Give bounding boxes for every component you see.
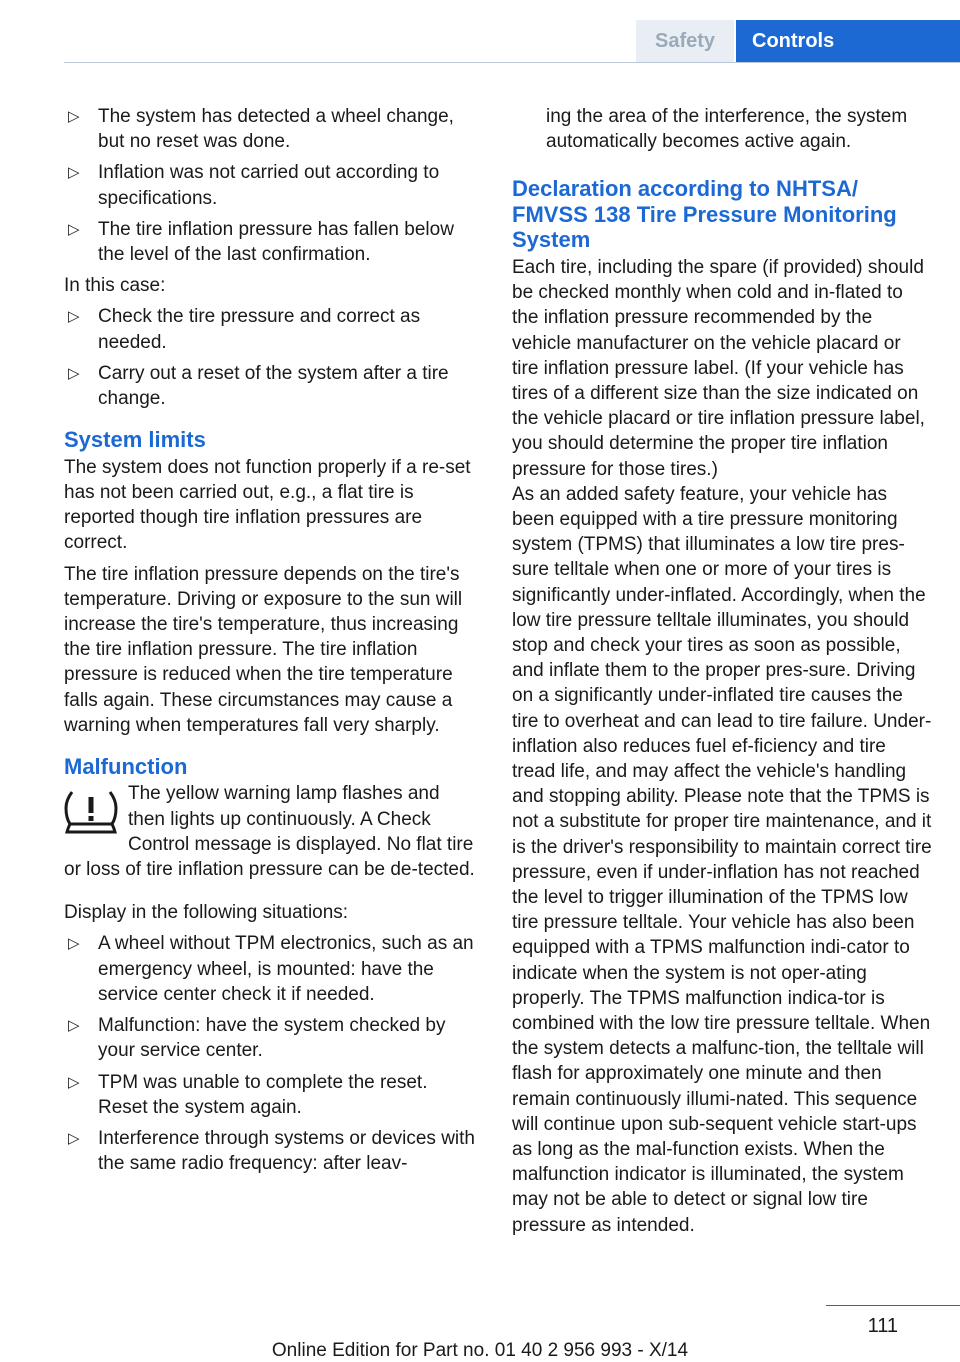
- triangle-right-icon: ▷: [68, 364, 80, 382]
- list-item-text: TPM was unable to complete the reset. Reset the system again.: [98, 1071, 428, 1118]
- list-item-text: Inflation was not carried out according to specifications.: [98, 162, 440, 209]
- list-item: [64, 1070, 476, 1120]
- triangle-right-icon: ▷: [68, 1017, 80, 1035]
- heading-malfunction: Malfunction: [64, 753, 188, 779]
- list-item: [64, 304, 476, 354]
- triangle-right-icon: ▷: [68, 308, 80, 326]
- list-item-text: Check the tire pressure and correct as needed.: [98, 306, 421, 353]
- list-item-text: A wheel without TPM electronics, such as an emergency wheel, is mounted: have the service center check it if needed.: [98, 933, 474, 1005]
- edition-footer: Online Edition for Part no. 01 40 2 956 993 - X/14: [271, 1340, 689, 1361]
- triangle-right-icon: ▷: [68, 108, 80, 125]
- tab-safety[interactable]: [636, 20, 734, 62]
- tab-controls[interactable]: [736, 20, 960, 62]
- heading-system-limits: System limits: [64, 427, 206, 453]
- list-item-text: Interference through systems or devices with the same radio frequency: after leav‐: [98, 1127, 476, 1175]
- header-rule: [64, 62, 960, 63]
- bullet-list-actions: [64, 304, 476, 411]
- list-item: [64, 931, 476, 1007]
- display-intro-text: Display in the following situations:: [64, 902, 349, 924]
- page-number: 111: [867, 1315, 898, 1337]
- paragraph-declaration-2: As an added safety feature, your vehicle has been equipped with a tire pressure monitoring system (TPMS) that illuminates a low tire pres‐sure telltale when one or more of your tires is significantly under-inflated. Accordingly, when the low tire pressure telltale illuminates, you should stop and check your tires as soon as possible, and inflate them to the proper pres‐sure. Driving on a significantly under-inflated tire causes the tire to overheat and can lead to tire failure. Under-inflation also reduces fuel ef‐ficiency and tire tread life, and may affect the vehicle's handling and stopping ability. Please note that the TPMS is not a substitute for proper tire maintenance, and it is the driver's responsibility to maintain correct tire pressure, even if under-inflation has not reached the level to trigger illumination of the TPMS low tire pressure telltale. Your vehicle has also been equipped with a TPMS malfunction indi‐cator to indicate when the system is not oper‐ating properly. The TPMS malfunction indica‐tor is combined with the low tire pressure telltale. When the system detects a malfunc‐tion, the telltale will flash for approximately one minute and then remain continuously illumi‐nated. This sequence will continue upon sub‐sequent vehicle start-ups as long as the mal‐function exists. When the malfunction indicator is illuminated, the system may not be able to detect or signal low tire pressure as intended.: [512, 483, 932, 1236]
- triangle-right-icon: ▷: [68, 164, 80, 182]
- list-item: [64, 361, 476, 411]
- list-item: [64, 160, 476, 210]
- triangle-right-icon: ▷: [68, 220, 80, 238]
- paragraph-malfunction: The yellow warning lamp flashes and then lights up continuously. A Check Control message is displayed. No flat tire or loss of tire inflation pressure can be de‐tected.: [64, 783, 475, 881]
- list-item-text: Malfunction: have the system checked by your service center.: [98, 1015, 446, 1062]
- tab-controls-label: Controls: [752, 29, 835, 52]
- in-this-case-text: In this case:: [64, 275, 166, 297]
- right-column: [512, 104, 932, 1238]
- continuation-text: ing the area of the interference, the system automatically becomes active again.: [546, 106, 908, 153]
- paragraph-limits-1: The system does not function properly if a re‐set has not been carried out, e.g., a flat tire is reported though tire inflation pressures are correct.: [64, 456, 471, 554]
- triangle-right-icon: ▷: [68, 1129, 80, 1147]
- bullet-list-conditions: [64, 104, 476, 267]
- triangle-right-icon: ▷: [68, 935, 80, 953]
- left-column: [64, 104, 476, 1182]
- list-item-text: The system has detected a wheel change, but no reset was done.: [98, 106, 454, 153]
- list-item: [64, 1013, 476, 1063]
- list-item: [64, 1126, 476, 1176]
- footer-rule: [826, 1305, 960, 1306]
- tire-pressure-warning-icon: [64, 788, 118, 836]
- paragraph-declaration-1: Each tire, including the spare (if provided) should be checked monthly when cold and in‐flated to the inflation pressure recommended by the vehicle manufacturer on the vehicle placard or tire inflation pressure label. (If your vehicle has tires of a different size than the size indicated on the vehicle placard or tire inflation pressure label, you should determine the proper tire inflation pressure for those tires.): [512, 256, 925, 480]
- malfunction-block: [64, 781, 476, 882]
- triangle-right-icon: ▷: [68, 1073, 80, 1091]
- list-item-text: The tire inflation pressure has fallen below the level of the last confirmation.: [98, 218, 454, 266]
- list-item: [64, 217, 476, 267]
- tab-safety-label: Safety: [654, 29, 716, 52]
- list-item: [64, 104, 476, 154]
- paragraph-limits-2: The tire inflation pressure depends on the tire's temperature. Driving or exposure to the sun will increase the tire's temperature, thus increasing the tire inflation pressure. The tire inflation pressure is reduced when the tire temperature falls again. These circumstances may cause a warning when temperatures fall very sharply.: [64, 563, 463, 736]
- list-item-text: Carry out a reset of the system after a tire change.: [98, 362, 449, 410]
- heading-declaration: Declaration according to NHTSA/ FMVSS 138 Tire Pressure Monitoring System: [512, 176, 897, 253]
- bullet-list-display: [64, 931, 476, 1176]
